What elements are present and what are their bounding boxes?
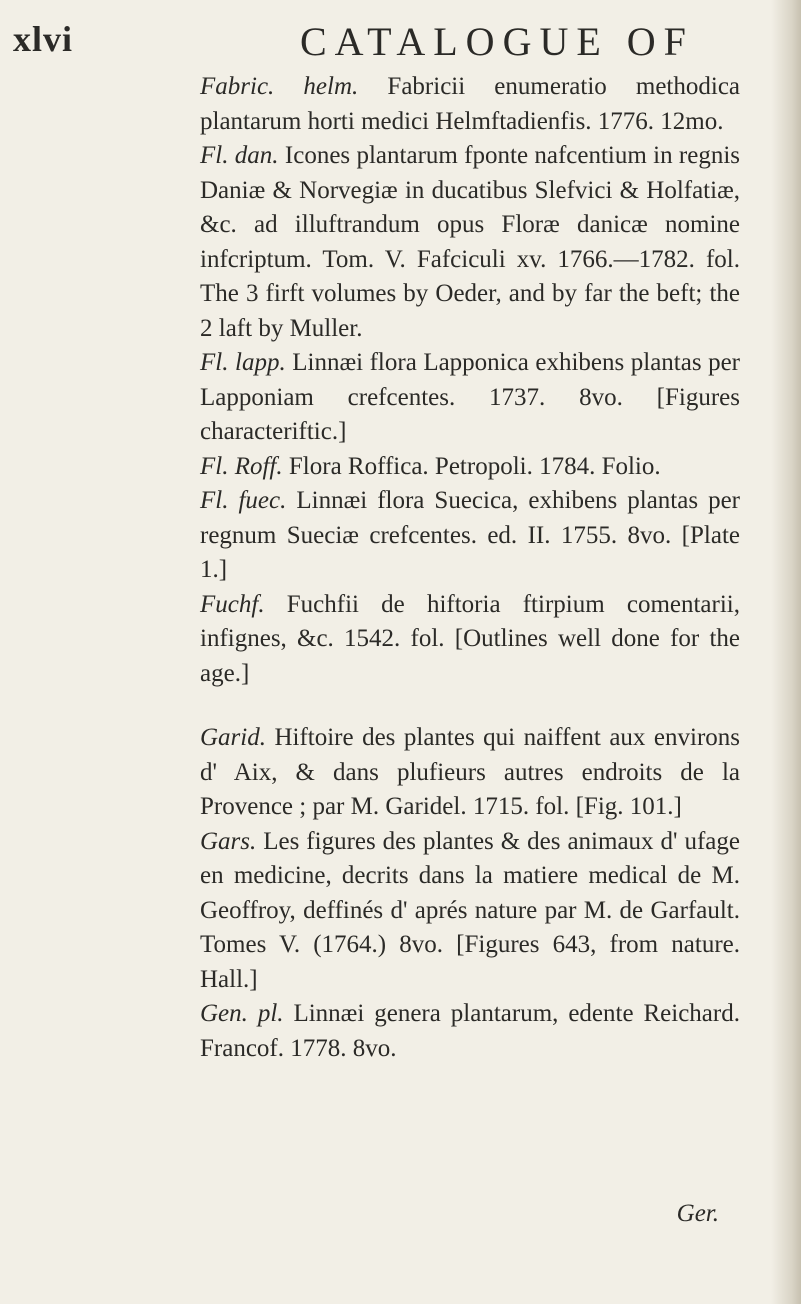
page-edge-shadow: [771, 0, 801, 1304]
entry-text: Fuchfii de hiftoria ftirpium comentarii, infignes, &c. 1542. fol. [Outlines well done for the age.]: [200, 590, 740, 687]
entry-text: Fabricii enumeratio methodica plantarum horti medici Helmftadienfis. 1776. 12mo.: [200, 73, 741, 135]
catalogue-entry: [200, 139, 740, 346]
catalogue-entry: [200, 721, 740, 825]
running-head: CATALOGUE OF: [300, 19, 694, 64]
entry-text: Linnæi genera plantarum, edente Reichard. Francof. 1778. 8vo.: [200, 1000, 740, 1062]
catalogue-entries: [200, 70, 740, 1066]
catalogue-entry: [200, 825, 740, 998]
entry-text: Linnæi flora Lapponica exhibens plantas per Lapponiam crefcentes. 1737. 8vo. [Figures characteriftic.]: [200, 349, 741, 445]
catchword: Ger.: [676, 1200, 719, 1227]
entry-abbreviation: Fl. lapp.: [200, 349, 286, 376]
catalogue-entry: [200, 70, 740, 139]
catalogue-entry: [200, 588, 740, 692]
entry-abbreviation: Fabric. helm.: [200, 73, 359, 100]
entry-text: Icones plantarum fponte nafcentium in regnis Daniæ & Norvegiæ in ducatibus Slefvici & Holfatiæ, &c. ad illuftrandum opus Floræ danicæ nomine infcriptum. Tom. V. Fafciculi xv. 1766.—1782. fol. The 3 firft volumes by Oeder, and by far the beft; the 2 laft by Muller.: [200, 142, 741, 342]
catalogue-entry: [200, 997, 740, 1066]
entry-abbreviation: Gen. pl.: [200, 1000, 284, 1027]
entry-abbreviation: Fl. fuec.: [200, 487, 287, 514]
entry-text: Les figures des plantes & des animaux d' ufage en medicine, decrits dans la matiere medical de M. Geoffroy, deffinés d' aprés nature par M. de Garfault. Tomes V. (1764.) 8vo. [Figures 643, from nature. Hall.]: [200, 827, 740, 993]
entry-gap: [200, 691, 740, 721]
entry-text: Linnæi flora Suecica, exhibens plantas per regnum Sueciæ crefcentes. ed. II. 1755. 8vo. [Plate 1.]: [200, 487, 741, 583]
entry-abbreviation: Garid.: [200, 724, 266, 751]
catalogue-entry: [200, 450, 740, 485]
entry-abbreviation: Fuchf.: [200, 590, 265, 618]
catalogue-entry: [200, 346, 740, 450]
entry-abbreviation: Fl. dan.: [200, 142, 279, 169]
entry-abbreviation: Fl. Roff.: [200, 452, 283, 480]
entry-abbreviation: Gars.: [200, 827, 257, 855]
entry-text: Hiftoire des plantes qui naiffent aux environs d' Aix, & dans plufieurs autres endroits de la Provence ; par M. Garidel. 1715. fol. [Fig. 101.]: [200, 724, 741, 820]
catalogue-entry: [200, 484, 740, 588]
entry-text: Flora Roffica. Petropoli. 1784. Folio.: [288, 452, 661, 480]
page-number: xlvi: [13, 19, 74, 59]
